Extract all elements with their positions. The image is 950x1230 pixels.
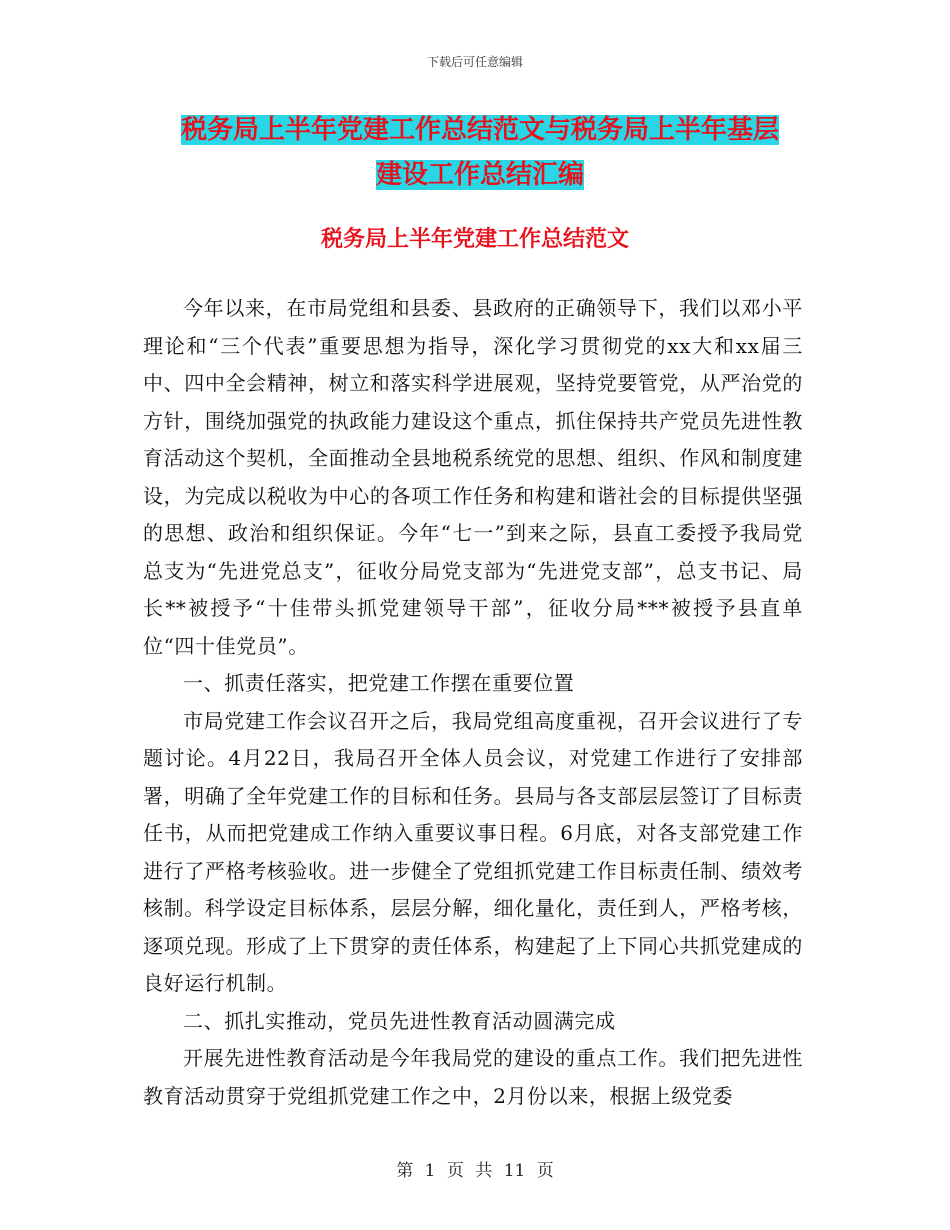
heading-two: 二、抓扎实推动，党员先进性教育活动圆满完成 bbox=[183, 1008, 616, 1033]
document-title-line-1: 税务局上半年党建工作总结范文与税务局上半年基层 bbox=[180, 115, 779, 145]
paragraph-intro: 今年以来，在市局党组和县委、县政府的正确领导下，我们以邓小平理论和“三个代表”重要思想为指导，深化学习贯彻党的xx大和xx届三中、四中全会精神，树立和落实科学进展观，坚持党要管党，从严治党的方针，围绕加强党的执政能力建设这个重点，抓住保持共产党员先进性教育活动这个契机，全面推动全县地税系统党的思想、组织、作风和制度建设，为完成以税收为中心的各项工作任务和构建和谐社会的目标提供坚强的思想、政治和组织保证。今年“七一”到来之际，县直工委授予我局党总支为“先进党总支”，征收分局党支部为“先进党支部”，总支书记、局长**被授予“十佳带头抓党建领导干部”，征收分局***被授予县直单位“四十佳党员”。 bbox=[143, 296, 803, 658]
paragraph-one: 市局党建工作会议召开之后，我局党组高度重视，召开会议进行了专题讨论。4月22日，我局召开全体人员会议，对党建工作进行了安排部署，明确了全年党建工作的目标和任务。县局与各支部层层签订了目标责任书，从而把党建成工作纳入重要议事日程。6月底，对各支部党建工作进行了严格考核验收。进一步健全了党组抓党建工作目标责任制、绩效考核制。科学设定目标体系，层层分解，细化量化，责任到人，严格考核，逐项兑现。形成了上下贯穿的责任体系，构建起了上下同心共抓党建成的良好运行机制。 bbox=[143, 708, 803, 995]
section-title: 税务局上半年党建工作总结范文 bbox=[320, 227, 629, 252]
page-number-footer: 第 1 页 共 11 页 bbox=[396, 1161, 554, 1181]
page-header-note: 下载后可任意编辑 bbox=[426, 55, 523, 69]
document-body bbox=[143, 290, 803, 1115]
document-title bbox=[150, 108, 810, 198]
heading-one: 一、抓责任落实，把党建工作摆在重要位置 bbox=[183, 671, 575, 695]
document-title-line-2: 建设工作总结汇编 bbox=[375, 160, 584, 190]
paragraph-two: 开展先进性教育活动是今年我局党的建设的重点工作。我们把先进性教育活动贯穿于党组抓党建工作之中，2月份以来，根据上级党委 bbox=[143, 1046, 803, 1108]
